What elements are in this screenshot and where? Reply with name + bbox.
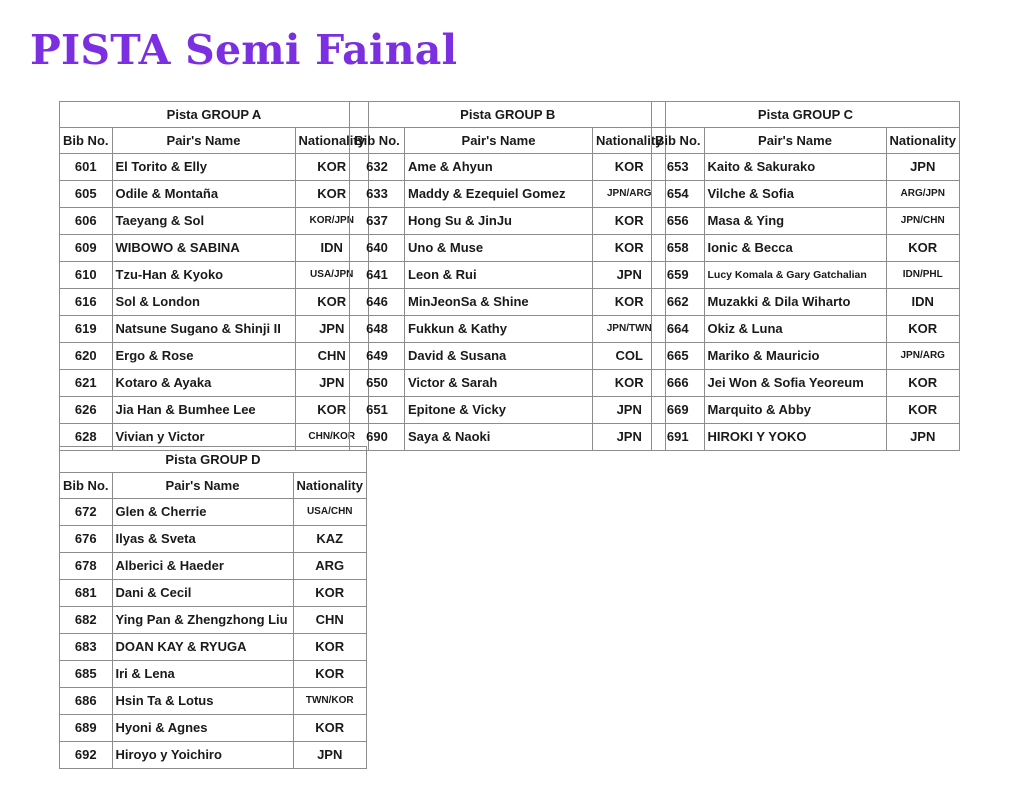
group-d-table (59, 446, 367, 769)
group-b-rows (350, 154, 666, 451)
bib-cell: 628 (60, 424, 113, 451)
pair-name-cell: Natsune Sugano & Shinji II (112, 316, 295, 343)
bib-cell: 654 (652, 181, 705, 208)
pair-name-cell: Fukkun & Kathy (405, 316, 593, 343)
bib-cell: 683 (60, 634, 113, 661)
nationality-cell: JPN (886, 424, 959, 451)
table-row (652, 181, 960, 208)
nationality-cell: USA/CHN (293, 499, 366, 526)
table-row (652, 424, 960, 451)
pair-name-cell: WIBOWO & SABINA (112, 235, 295, 262)
table-row (350, 235, 666, 262)
pair-name-cell: Leon & Rui (405, 262, 593, 289)
nationality-cell: ARG (293, 553, 366, 580)
table-row (60, 526, 367, 553)
bib-cell: 632 (350, 154, 405, 181)
nationality-cell: TWN/KOR (293, 688, 366, 715)
bib-cell: 691 (652, 424, 705, 451)
table-row (60, 316, 369, 343)
table-row (350, 289, 666, 316)
pair-name-cell: Glen & Cherrie (112, 499, 293, 526)
pair-name-cell: Iri & Lena (112, 661, 293, 688)
nationality-column-header: Nationality (293, 473, 366, 499)
table-row (350, 181, 666, 208)
bib-cell: 669 (652, 397, 705, 424)
pair-name-cell: Alberici & Haeder (112, 553, 293, 580)
bib-cell: 690 (350, 424, 405, 451)
pair-name-cell: Kotaro & Ayaka (112, 370, 295, 397)
bib-cell: 649 (350, 343, 405, 370)
nationality-cell: KOR (886, 235, 959, 262)
table-row (350, 316, 666, 343)
pair-name-cell: DOAN KAY & RYUGA (112, 634, 293, 661)
bib-column-header: Bib No. (60, 473, 113, 499)
nationality-cell: JPN (593, 397, 666, 424)
pair-name-cell: Taeyang & Sol (112, 208, 295, 235)
table-row (60, 181, 369, 208)
bib-cell: 664 (652, 316, 705, 343)
bib-cell: 609 (60, 235, 113, 262)
nationality-cell: KOR (886, 370, 959, 397)
table-row (60, 607, 367, 634)
table-row (60, 370, 369, 397)
group-title: Pista GROUP C (652, 102, 960, 128)
table-row (350, 343, 666, 370)
bib-cell: 656 (652, 208, 705, 235)
table-row (350, 154, 666, 181)
bib-column-header: Bib No. (60, 128, 113, 154)
nationality-cell: JPN (295, 370, 368, 397)
nationality-cell: JPN (593, 424, 666, 451)
table-row (350, 370, 666, 397)
nationality-cell: JPN (293, 742, 366, 769)
nationality-column-header: Nationality (886, 128, 959, 154)
nationality-cell: KOR (593, 289, 666, 316)
pair-name-cell: Ionic & Becca (704, 235, 886, 262)
bib-cell: 658 (652, 235, 705, 262)
pair-name-cell: El Torito & Elly (112, 154, 295, 181)
bib-cell: 682 (60, 607, 113, 634)
table-row (60, 208, 369, 235)
pair-name-cell: Lucy Komala & Gary Gatchalian (704, 262, 886, 289)
nationality-cell: CHN/KOR (295, 424, 368, 451)
pair-name-cell: Uno & Muse (405, 235, 593, 262)
nationality-cell: ARG/JPN (886, 181, 959, 208)
table-row (652, 397, 960, 424)
nationality-cell: KOR (295, 397, 368, 424)
table-row (350, 397, 666, 424)
name-column-header: Pair's Name (704, 128, 886, 154)
pair-name-cell: Ergo & Rose (112, 343, 295, 370)
nationality-cell: USA/JPN (295, 262, 368, 289)
nationality-cell: KOR (293, 661, 366, 688)
bib-cell: 626 (60, 397, 113, 424)
pair-name-cell: Jei Won & Sofia Yeoreum (704, 370, 886, 397)
table-row (60, 397, 369, 424)
bib-cell: 692 (60, 742, 113, 769)
pair-name-cell: MinJeonSa & Shine (405, 289, 593, 316)
nationality-cell: KOR (293, 580, 366, 607)
table-row (652, 262, 960, 289)
group-title: Pista GROUP A (60, 102, 369, 128)
nationality-cell: JPN/ARG (593, 181, 666, 208)
pair-name-cell: Hong Su & JinJu (405, 208, 593, 235)
nationality-cell: IDN (886, 289, 959, 316)
group-title: Pista GROUP D (60, 447, 367, 473)
bib-cell: 676 (60, 526, 113, 553)
pair-name-cell: Hsin Ta & Lotus (112, 688, 293, 715)
table-row (350, 262, 666, 289)
table-row (652, 370, 960, 397)
table-row (60, 661, 367, 688)
group-d-rows (60, 499, 367, 769)
nationality-cell: JPN (295, 316, 368, 343)
group-a-table (59, 101, 369, 451)
nationality-cell: KOR (593, 235, 666, 262)
nationality-column-header: Nationality (593, 128, 666, 154)
table-row (60, 688, 367, 715)
pair-name-cell: Victor & Sarah (405, 370, 593, 397)
pair-name-cell: Hiroyo y Yoichiro (112, 742, 293, 769)
nationality-cell: KOR/JPN (295, 208, 368, 235)
bib-cell: 666 (652, 370, 705, 397)
nationality-cell: KOR (293, 715, 366, 742)
nationality-cell: JPN/CHN (886, 208, 959, 235)
pair-name-cell: David & Susana (405, 343, 593, 370)
table-row (60, 580, 367, 607)
table-row (652, 316, 960, 343)
nationality-cell: JPN (886, 154, 959, 181)
name-column-header: Pair's Name (112, 128, 295, 154)
table-row (60, 742, 367, 769)
pair-name-cell: Hyoni & Agnes (112, 715, 293, 742)
bib-cell: 662 (652, 289, 705, 316)
bib-column-header: Bib No. (350, 128, 405, 154)
table-row (60, 343, 369, 370)
pair-name-cell: Ying Pan & Zhengzhong Liu (112, 607, 293, 634)
nationality-cell: KOR (593, 208, 666, 235)
table-row (60, 553, 367, 580)
table-row (652, 235, 960, 262)
bib-cell: 648 (350, 316, 405, 343)
table-row (652, 289, 960, 316)
table-row (60, 262, 369, 289)
nationality-cell: KAZ (293, 526, 366, 553)
name-column-header: Pair's Name (112, 473, 293, 499)
table-row (60, 634, 367, 661)
table-row (652, 208, 960, 235)
nationality-cell: CHN (293, 607, 366, 634)
group-title: Pista GROUP B (350, 102, 666, 128)
group-a-rows (60, 154, 369, 451)
pair-name-cell: Epitone & Vicky (405, 397, 593, 424)
pair-name-cell: Saya & Naoki (405, 424, 593, 451)
bib-cell: 605 (60, 181, 113, 208)
nationality-cell: CHN (295, 343, 368, 370)
table-row (652, 154, 960, 181)
bib-cell: 678 (60, 553, 113, 580)
pair-name-cell: HIROKI Y YOKO (704, 424, 886, 451)
table-row (60, 499, 367, 526)
table-row (60, 715, 367, 742)
pair-name-cell: Ame & Ahyun (405, 154, 593, 181)
bib-cell: 621 (60, 370, 113, 397)
bib-cell: 641 (350, 262, 405, 289)
nationality-cell: KOR (886, 316, 959, 343)
table-row (60, 289, 369, 316)
nationality-cell: KOR (886, 397, 959, 424)
bib-cell: 689 (60, 715, 113, 742)
pair-name-cell: Vivian y Victor (112, 424, 295, 451)
table-row (350, 424, 666, 451)
pair-name-cell: Jia Han & Bumhee Lee (112, 397, 295, 424)
table-row (350, 208, 666, 235)
nationality-cell: JPN/ARG (886, 343, 959, 370)
nationality-cell: IDN/PHL (886, 262, 959, 289)
bib-cell: 619 (60, 316, 113, 343)
pair-name-cell: Marquito & Abby (704, 397, 886, 424)
page-title: PISTA Semi Fainal (30, 26, 458, 74)
table-row (60, 154, 369, 181)
bib-cell: 685 (60, 661, 113, 688)
bib-cell: 672 (60, 499, 113, 526)
bib-column-header: Bib No. (652, 128, 705, 154)
bib-cell: 646 (350, 289, 405, 316)
bib-cell: 637 (350, 208, 405, 235)
nationality-cell: IDN (295, 235, 368, 262)
bib-cell: 650 (350, 370, 405, 397)
bib-cell: 653 (652, 154, 705, 181)
bib-cell: 601 (60, 154, 113, 181)
bib-cell: 659 (652, 262, 705, 289)
bib-cell: 610 (60, 262, 113, 289)
nationality-cell: KOR (593, 154, 666, 181)
name-column-header: Pair's Name (405, 128, 593, 154)
bib-cell: 665 (652, 343, 705, 370)
bib-cell: 686 (60, 688, 113, 715)
pair-name-cell: Sol & London (112, 289, 295, 316)
pair-name-cell: Tzu-Han & Kyoko (112, 262, 295, 289)
table-row (652, 343, 960, 370)
nationality-cell: JPN (593, 262, 666, 289)
pair-name-cell: Muzakki & Dila Wiharto (704, 289, 886, 316)
bib-cell: 651 (350, 397, 405, 424)
pair-name-cell: Odile & Montaña (112, 181, 295, 208)
bib-cell: 616 (60, 289, 113, 316)
group-c-rows (652, 154, 960, 451)
group-b-table (349, 101, 666, 451)
bib-cell: 640 (350, 235, 405, 262)
nationality-cell: JPN/TWN (593, 316, 666, 343)
nationality-cell: KOR (295, 181, 368, 208)
bib-cell: 681 (60, 580, 113, 607)
bib-cell: 633 (350, 181, 405, 208)
nationality-cell: COL (593, 343, 666, 370)
nationality-cell: KOR (593, 370, 666, 397)
pair-name-cell: Okiz & Luna (704, 316, 886, 343)
pair-name-cell: Maddy & Ezequiel Gomez (405, 181, 593, 208)
nationality-cell: KOR (295, 289, 368, 316)
bib-cell: 620 (60, 343, 113, 370)
pair-name-cell: Dani & Cecil (112, 580, 293, 607)
pair-name-cell: Kaito & Sakurako (704, 154, 886, 181)
pair-name-cell: Mariko & Mauricio (704, 343, 886, 370)
nationality-column-header: Nationality (295, 128, 368, 154)
group-c-table (651, 101, 960, 451)
pair-name-cell: Vilche & Sofia (704, 181, 886, 208)
nationality-cell: KOR (295, 154, 368, 181)
pair-name-cell: Ilyas & Sveta (112, 526, 293, 553)
table-row (60, 235, 369, 262)
nationality-cell: KOR (293, 634, 366, 661)
bib-cell: 606 (60, 208, 113, 235)
pair-name-cell: Masa & Ying (704, 208, 886, 235)
